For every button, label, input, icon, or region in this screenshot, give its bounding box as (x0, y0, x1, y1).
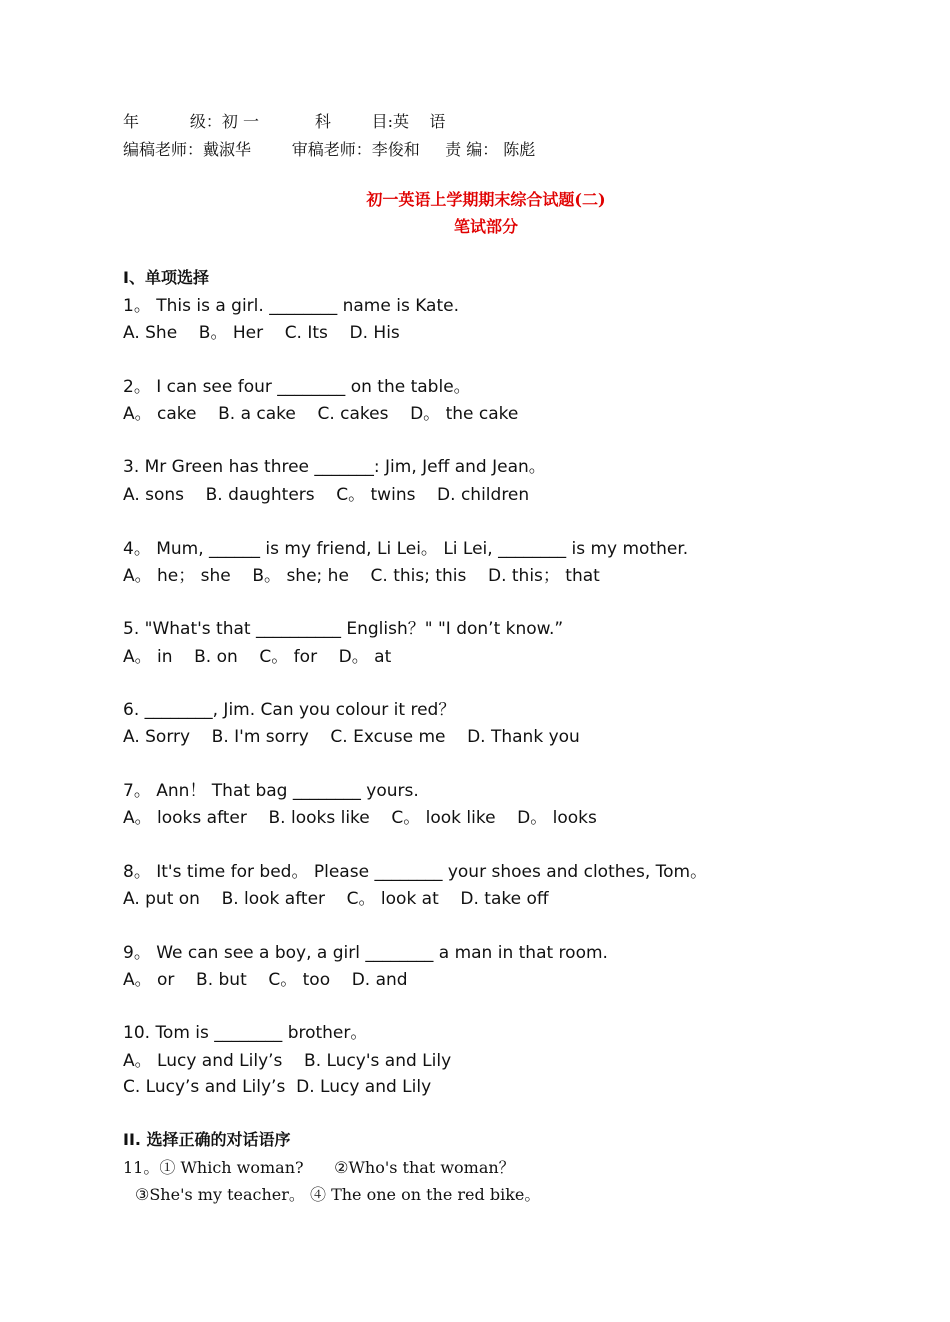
options-9: A。 or B. but C。 too D. and (123, 970, 408, 990)
question-10: 10. Tom is ________ brother。 (123, 1023, 368, 1043)
question-3: 3. Mr Green has three _______: Jim, Jeff and Jean。 (123, 457, 546, 477)
header-editors: 编稿老师：戴淑华 审稿老师：李俊和 责 编： 陈彪 (123, 140, 536, 159)
question-11-line-1: 11。① Which woman? ②Who's that woman？ (123, 1158, 515, 1177)
options-3: A. sons B. daughters C。 twins D. children (123, 485, 530, 505)
options-1: A. She B。 Her C. Its D. His (123, 323, 400, 343)
options-5: A。 in B. on C。 for D。 at (123, 647, 392, 667)
question-7: 7。 Ann！ That bag ________ yours. (123, 781, 419, 801)
options-7: A。 looks after B. looks like C。 look like D。 looks (123, 808, 597, 828)
section-heading-2: II. 选择正确的对话语序 (123, 1130, 291, 1149)
options-2: A。 cake B. a cake C. cakes D。 the cake (123, 404, 519, 424)
options-6: A. Sorry B. I'm sorry C. Excuse me D. Thank you (123, 727, 580, 747)
question-11-line-2: ③She's my teacher。 ④ The one on the red bike。 (135, 1185, 541, 1204)
question-6: 6. ________, Jim. Can you colour it red？ (123, 700, 456, 720)
page-title: 初一英语上学期期末综合试题(二) (366, 190, 606, 209)
header-grade-subject: 年 级：初 一 科 目:英 语 (123, 112, 446, 131)
question-4: 4。 Mum, ______ is my friend, Li Lei。 Li Lei, ________ is my mother. (123, 539, 689, 559)
options-10a: A。 Lucy and Lily’s B. Lucy's and Lily (123, 1051, 452, 1071)
question-8: 8。 It's time for bed。 Please ________ your shoes and clothes, Tom。 (123, 862, 708, 882)
question-1: 1。 This is a girl. ________ name is Kate. (123, 296, 459, 316)
options-4: A。 he； she B。 she; he C. this; this D. this； that (123, 566, 600, 586)
question-5: 5. "What's that __________ English？" "I don’t know.” (123, 619, 564, 639)
question-2: 2。 I can see four ________ on the table。 (123, 377, 471, 397)
options-8: A. put on B. look after C。 look at D. take off (123, 889, 549, 909)
page-subtitle: 笔试部分 (453, 217, 518, 236)
section-heading-1: I、单项选择 (123, 268, 209, 287)
question-9: 9。 We can see a boy, a girl ________ a man in that room. (123, 943, 608, 963)
options-10b: C. Lucy’s and Lily’s D. Lucy and Lily (123, 1077, 432, 1097)
